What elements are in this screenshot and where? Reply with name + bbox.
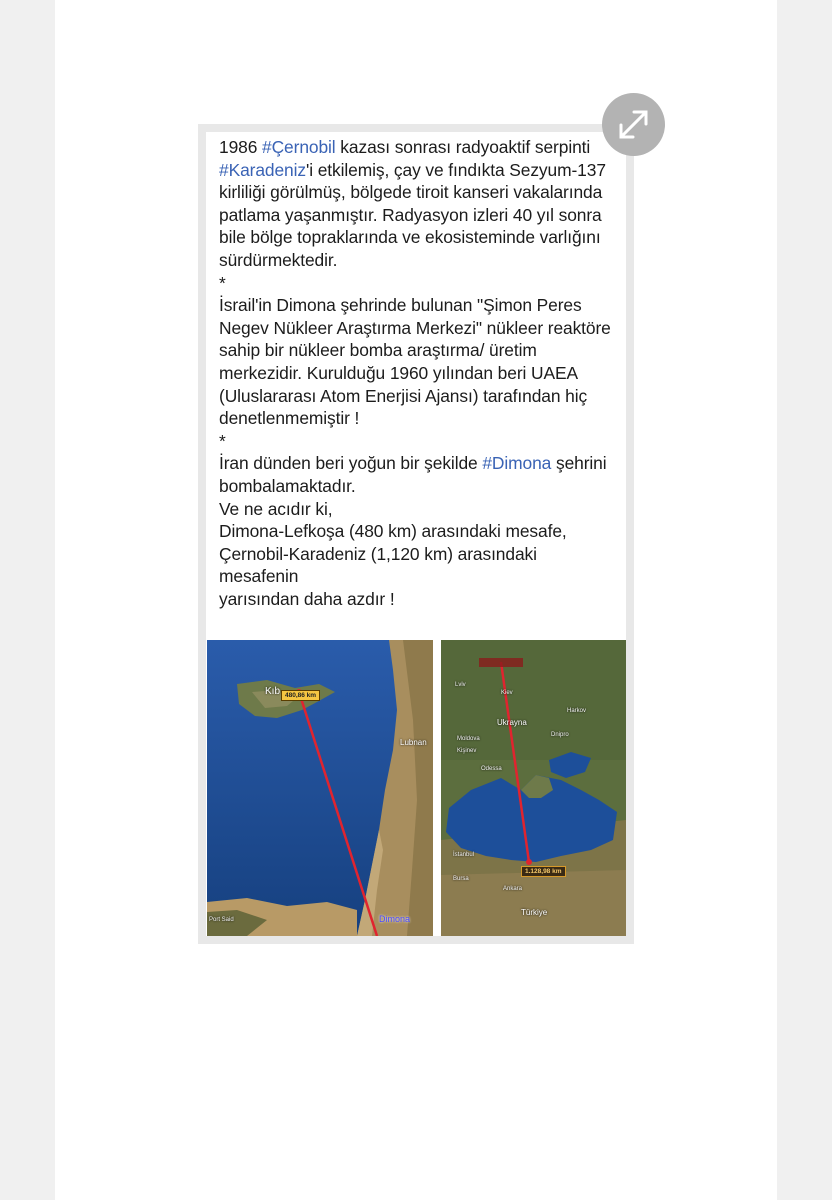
- map-label-kiev: Kiev: [501, 690, 513, 696]
- map-label-port-said: Port Said: [209, 917, 234, 923]
- hashtag-dimona[interactable]: #Dimona: [482, 453, 552, 474]
- paragraph-chernobyl: [219, 136, 619, 272]
- map-label-lviv: Lviv: [455, 682, 466, 688]
- map-images: [207, 640, 626, 936]
- text-segment: şehrini bombalamaktadır.: [219, 453, 607, 496]
- map-label-lebanon: Lubnan: [400, 738, 427, 747]
- text-segment: kazası sonrası radyoaktif serpinti: [335, 137, 591, 157]
- map-label-moldova: Moldova: [457, 736, 480, 742]
- map-cernobil-karadeniz[interactable]: [441, 640, 626, 936]
- line-cernobil-karadeniz: Çernobil-Karadeniz (1,120 km) arasındaki mesafenin: [219, 543, 537, 587]
- hashtag-cernobil[interactable]: #Çernobil: [262, 137, 336, 157]
- map-label-cyprus: Kıb: [265, 686, 281, 697]
- line-dimona-lefkosa: Dimona-Lefkoşa (480 km) arasındaki mesafe,: [219, 521, 567, 542]
- hashtag-karadeniz[interactable]: #Karadeniz: [219, 159, 306, 180]
- satellite-map-right: [441, 640, 626, 936]
- paragraph-iran: [219, 452, 619, 497]
- map-label-ankara: Ankara: [503, 886, 523, 892]
- post-text: [219, 136, 619, 610]
- text-segment: 1986: [219, 137, 263, 157]
- separator: *: [219, 272, 226, 293]
- paragraph-dimona: İsrail'in Dimona şehrinde bulunan "Şimon Peres Negev Nükleer Araştırma Merkezi" nükleer reaktöre sahip bir nükleer bomba araştırma/ üretim merkezidir. Kurulduğu 1960 yılından beri UAEA (Uluslararası Atom Enerjisi Ajansı) tarafından hiç denetlenmemiştir !: [219, 295, 611, 429]
- map-label-dnipro: Dnipro: [551, 732, 569, 738]
- distance-label-left: 480,86 km: [281, 690, 320, 701]
- map-label-turkiye: Türkiye: [521, 908, 548, 917]
- map-label-istanbul: İstanbul: [453, 852, 475, 858]
- map-label-kishinev: Kişinev: [457, 748, 477, 754]
- map-label-ukraine: Ukrayna: [497, 718, 527, 727]
- expand-button[interactable]: [602, 93, 665, 156]
- separator: *: [219, 430, 226, 451]
- satellite-map-left: [207, 640, 433, 936]
- distance-label-right: 1.128,98 km: [521, 866, 566, 877]
- map-label-kharkov: Harkov: [567, 708, 587, 714]
- line-yarisindan: yarısından daha azdır !: [219, 588, 395, 609]
- text-segment: 'i etkilemiş, çay ve fındıkta Sezyum-137 kirliliği görülmüş, bölgede tiroit kanseri vakalarında patlama yaşanmıştır. Radyasyon izleri 40 yıl sonra bile bölge topraklarında ve ekosisteminde varlığını sürdürmektedir.: [219, 159, 606, 270]
- expand-arrows-icon: [602, 93, 665, 156]
- text-segment: İran dünden beri yoğun bir şekilde: [219, 453, 483, 474]
- map-label-bursa: Bursa: [453, 876, 469, 882]
- map-label-dimona: Dimona: [379, 914, 411, 924]
- map-cyprus-dimona[interactable]: [207, 640, 433, 936]
- map-label-odessa: Odessa: [481, 766, 502, 772]
- line-ve-ne-acidir: Ve ne acıdır ki,: [219, 498, 333, 519]
